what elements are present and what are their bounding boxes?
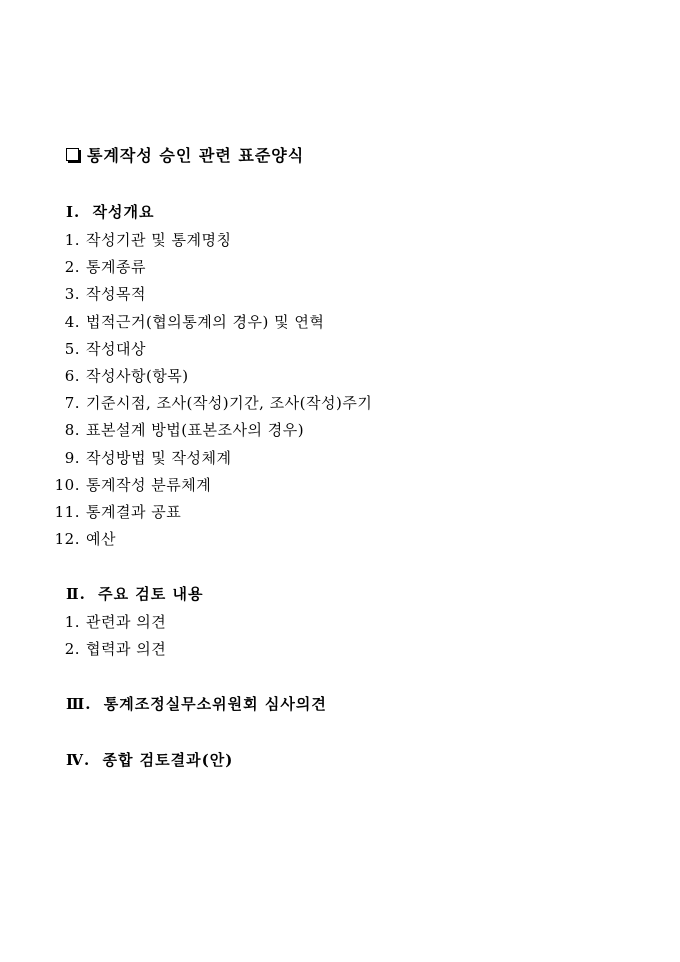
outline-item — [52, 474, 211, 495]
item-number: 7. — [64, 394, 80, 412]
item-text: 작성목적 — [86, 285, 146, 303]
item-number: 12. — [54, 530, 80, 548]
section-title: 통계조정실무소위원회 심사의견 — [103, 695, 327, 713]
item-text: 표본설계 방법(표본조사의 경우) — [86, 421, 305, 439]
section-heading-4 — [66, 749, 233, 770]
outline-item — [52, 283, 146, 304]
item-number: 5. — [64, 340, 80, 358]
item-text: 통계작성 분류체계 — [86, 476, 212, 494]
item-text: 관련과 의견 — [86, 613, 167, 631]
item-number: 9. — [64, 449, 80, 467]
section-heading-1 — [66, 201, 154, 222]
item-text: 법적근거(협의통계의 경우) 및 연혁 — [86, 313, 325, 331]
item-number: 1. — [64, 613, 80, 631]
outline-item — [52, 392, 372, 413]
section-heading-3 — [66, 693, 327, 714]
item-number: 3. — [64, 285, 80, 303]
checkbox-square-icon — [66, 148, 79, 161]
document-title-text: 통계작성 승인 관련 표준양식 — [87, 146, 305, 165]
item-number: 1. — [64, 231, 80, 249]
item-number: 6. — [64, 367, 80, 385]
section-numeral: Ⅱ. — [66, 585, 86, 603]
outline-item — [52, 311, 324, 332]
outline-item — [52, 365, 189, 386]
section-numeral: Ⅰ. — [66, 203, 81, 221]
item-text: 작성사항(항목) — [86, 367, 189, 385]
outline-item — [52, 447, 231, 468]
item-number: 4. — [64, 313, 80, 331]
item-text: 통계종류 — [86, 258, 146, 276]
outline-item — [52, 611, 166, 632]
outline-item — [52, 638, 166, 659]
section-numeral: Ⅲ. — [66, 695, 92, 713]
outline-item — [52, 528, 116, 549]
item-number: 8. — [64, 421, 80, 439]
outline-item — [52, 338, 146, 359]
section-title: 작성개요 — [92, 203, 155, 221]
outline-item — [52, 229, 231, 250]
item-number: 10. — [54, 476, 80, 494]
item-text: 작성방법 및 작성체계 — [86, 449, 232, 467]
item-text: 예산 — [86, 530, 116, 548]
section-heading-2 — [66, 583, 204, 604]
outline-item — [52, 256, 146, 277]
item-text: 기준시점, 조사(작성)기간, 조사(작성)주기 — [86, 394, 373, 412]
item-text: 협력과 의견 — [86, 640, 167, 658]
document-title — [66, 143, 304, 166]
item-text: 작성대상 — [86, 340, 146, 358]
section-title: 주요 검토 내용 — [98, 585, 204, 603]
item-number: 11. — [54, 503, 80, 521]
section-numeral: Ⅳ. — [66, 751, 91, 769]
item-text: 작성기관 및 통계명칭 — [86, 231, 232, 249]
item-text: 통계결과 공표 — [86, 503, 182, 521]
item-number: 2. — [64, 258, 80, 276]
outline-item — [52, 501, 181, 522]
section-title: 종합 검토결과(안) — [102, 751, 234, 769]
item-number: 2. — [64, 640, 80, 658]
outline-item — [52, 419, 304, 440]
